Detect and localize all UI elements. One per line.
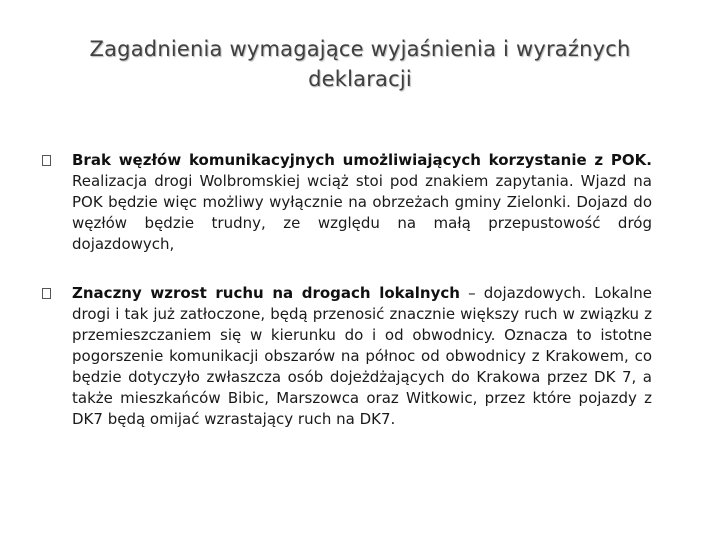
bullet-text [72, 150, 652, 255]
bullet-body: Realizacja drogi Wolbromskiej wciąż stoi pod znakiem zapytania. Wjazd na POK będzie więc możliwy wyłącznie na obrzeżach gminy Zielonki. Dojazd do węzłów będzie trudny, ze względu na małą przepustowość dróg dojazdowych, [72, 172, 652, 253]
bullet-body: – dojazdowych. Lokalne drogi i tak już zatłoczone, będą przenosić znacznie większy ruch w związku z przemieszczaniem się w kierunku do i od obwodnicy. Oznacza to istotne pogorszenie komunikacji obszarów na północ od obwodnicy z Krakowem, co będzie dotyczyło zwłaszcza osób dojeżdżających do Krakowa przez DK 7, a także mieszkańców Bibic, Marszowca oraz Witkowic, przez które pojazdy z DK7 będą omijać wzrastający ruch na DK7. [72, 284, 653, 428]
bullet-text [72, 283, 652, 430]
bullet-heading: Brak węzłów komunikacyjnych umożliwiających korzystanie z POK. [72, 151, 652, 169]
square-bullet-icon [42, 155, 51, 166]
bullet-heading: Znaczny wzrost ruchu na drogach lokalnych [72, 284, 460, 302]
bullet-item-node-links [42, 150, 652, 255]
bullet-list [42, 150, 652, 458]
slide-title: Zagadnienia wymagające wyjaśnienia i wyraźnych deklaracji [89, 37, 631, 91]
bullet-item-local-traffic [42, 283, 652, 430]
square-bullet-icon [42, 288, 51, 299]
